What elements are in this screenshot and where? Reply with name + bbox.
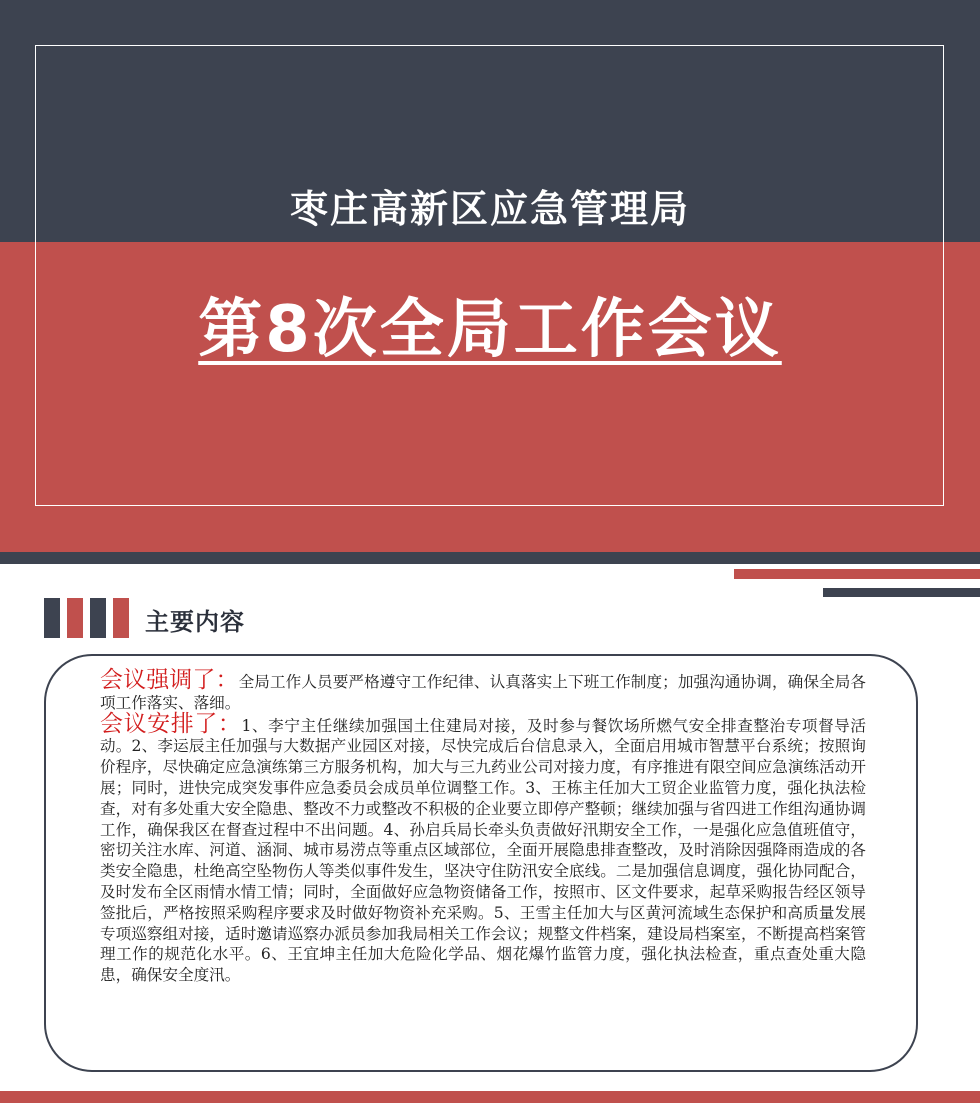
emphasis-label: 会议强调了： [100, 667, 239, 693]
arrangement-label: 会议安排了： [100, 710, 242, 737]
organization-title: 枣庄高新区应急管理局 [289, 187, 690, 231]
bar-dark-1 [44, 598, 60, 638]
bar-red-2 [113, 598, 129, 638]
section-title: 主要内容 [145, 608, 245, 636]
bar-red-1 [67, 598, 83, 638]
hero-frame [35, 45, 944, 506]
emphasis-paragraph [100, 667, 866, 714]
divider-band [0, 552, 980, 564]
decor-stripe-red [734, 569, 980, 579]
decor-stripe-dark [823, 588, 980, 597]
content-box [44, 654, 918, 1072]
emphasis-text: 全局工作人员要严格遵守工作纪律、认真落实上下班工作制度；加强沟通协调，确保全局各项工作落实、落细。 [100, 673, 866, 712]
bottom-bar [0, 1091, 980, 1103]
meeting-title [0, 278, 980, 370]
meeting-title-text: 第8次全局工作会议 [198, 293, 782, 367]
arrangement-paragraph [100, 710, 867, 986]
bar-dark-2 [90, 598, 106, 638]
arrangement-text: 1、李宁主任继续加强国土住建局对接，及时参与餐饮场所燃气安全排查整治专项督导活动。2、李运辰主任加强与大数据产业园区对接，尽快完成后台信息录入，全面启用城市智慧平台系统；按照询价程序，尽快确定应急演练第三方服务机构，加大与三九药业公司对接力度，有序推进有限空间应急演练活动开展；同时，进快完成突发事件应急委员会成员单位调整工作。3、王栋主任加大工贸企业监管力度，强化执法检查，对有多处重大安全隐患、整改不力或整改不积极的企业要立即停产整顿；继续加强与省四进工作组沟通协调工作，确保我区在督查过程中不出问题。4、孙启兵局长牵头负责做好汛期安全工作，一是强化应急值班值守，密切关注水库、河道、涵洞、城市易涝点等重点区域部位，全面开展隐患排查整改，及时消除因强降雨造成的各类安全隐患，杜绝高空坠物伤人等类似事件发生，坚决守住防汛安全底线。二是加强信息调度，强化协同配合，及时发布全区雨情水情工情；同时，全面做好应急物资储备工作，按照市、区文件要求，起草采购报告经区领导签批后，严格按照采购程序要求及时做好物资补充采购。5、王雪主任加大与区黄河流域生态保护和高质量发展专项巡察组对接，适时邀请巡察办派员参加我局相关工作会议；规整文件档案，建设局档案室，不断提高档案管理工作的规范化水平。6、王宜坤主任加大危险化学品、烟花爆竹监管力度，强化执法检查，重点查处重大隐患，确保安全度汛。 [100, 716, 867, 985]
